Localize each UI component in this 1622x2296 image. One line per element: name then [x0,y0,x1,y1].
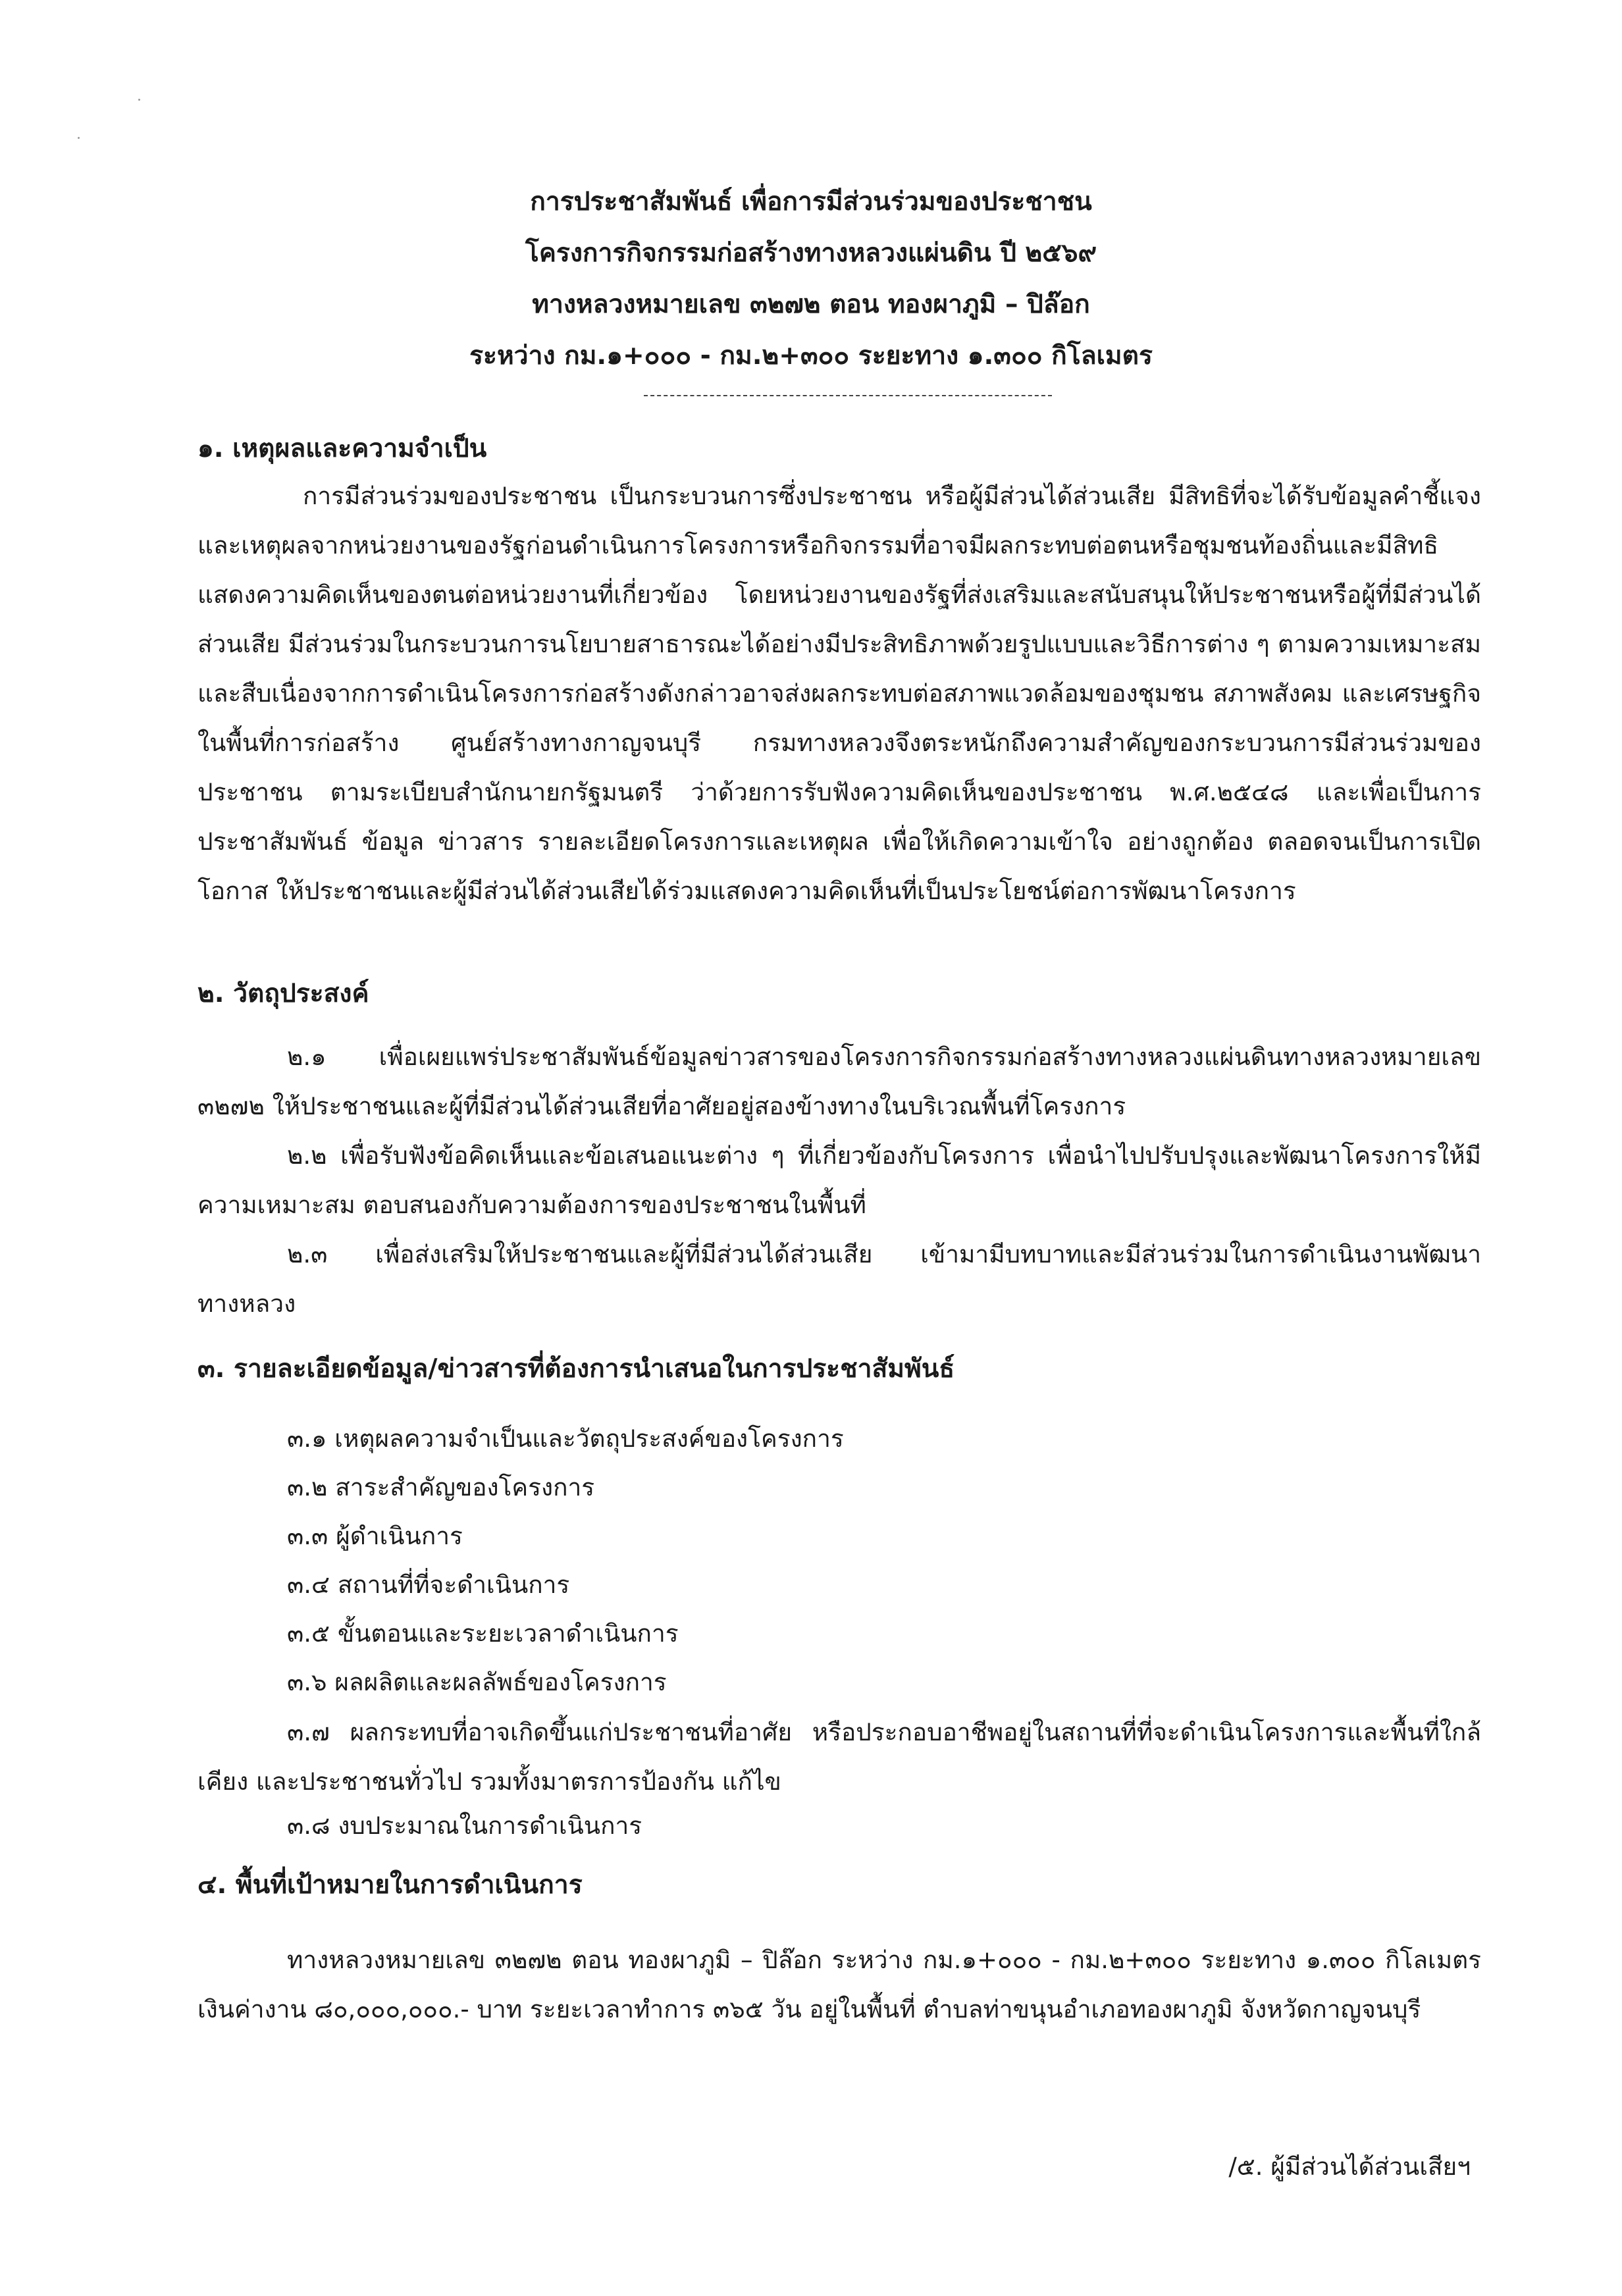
header-line-1: การประชาสัมพันธ์ เพื่อการมีส่วนร่วมของประชาชน [530,187,1092,217]
header-divider [644,395,1052,396]
header-line-2: โครงการกิจกรรมก่อสร้างทางหลวงแผ่นดิน ปี ๒๕๖๙ [525,238,1097,268]
section-1-paragraph: การมีส่วนร่วมของประชาชน เป็นกระบวนการซึ่งประชาชน หรือผู้มีส่วนได้ส่วนเสีย มีสิทธิที่จะได้รับข้อมูลคำชี้แจง และเหตุผลจากหน่วยงานของรัฐก่อนดำเนินการโครงการหรือกิจกรรมที่อาจมีผลกระทบต่อตนหรือชุมชนท้องถิ่นและมีสิทธิ แสดงความคิดเห็นของตนต่อหน่วยงานที่เกี่ยวข้อง โดยหน่วยงานของรัฐที่ส่งเสริมและสนับสนุนให้ประชาชนหรือผู้ที่มีส่วนได้ส่วนเสีย มีส่วนร่วมในกระบวนการนโยบายสาธารณะได้อย่างมีประสิทธิภาพด้วยรูปแบบและวิธีการต่าง ๆ ตามความเหมาะสม และสืบเนื่องจากการดำเนินโครงการก่อสร้างดังกล่าวอาจส่งผลกระทบต่อสภาพแวดล้อมของชุมชน สภาพสังคม และเศรษฐกิจ ในพื้นที่การก่อสร้าง ศูนย์สร้างทางกาญจนบุรี กรมทางหลวงจึงตระหนักถึงความสำคัญของกระบวนการมีส่วนร่วมของประชาชน ตามระเบียบสำนักนายกรัฐมนตรี ว่าด้วยการรับฟังความคิดเห็นของประชาชน พ.ศ.๒๕๔๘ และเพื่อเป็นการประชาสัมพันธ์ ข้อมูล ข่าวสาร รายละเอียดโครงการและเหตุผล เพื่อให้เกิดความเข้าใจ อย่างถูกต้อง ตลอดจนเป็นการเปิดโอกาส ให้ประชาชนและผู้มีส่วนได้ส่วนเสียได้ร่วมแสดงความคิดเห็นที่เป็นประโยชน์ต่อการพัฒนาโครงการ [197,482,1481,905]
scan-speck [138,99,140,101]
document-header [0,176,1622,382]
section-3-item-1: ๓.๑ เหตุผลความจำเป็นและวัตถุประสงค์ของโครงการ [287,1424,844,1453]
section-2-heading: ๒. วัตถุประสงค์ [197,979,369,1008]
section-3-item-5: ๓.๕ ขั้นตอนและระยะเวลาดำเนินการ [287,1619,679,1648]
section-3-item-2: ๓.๒ สาระสำคัญของโครงการ [287,1473,595,1501]
section-3-item-4: ๓.๔ สถานที่ที่จะดำเนินการ [287,1571,570,1599]
section-4-paragraph: ทางหลวงหมายเลข ๓๒๗๒ ตอน ทองผาภูมิ – ปิล๊อก ระหว่าง กม.๑+๐๐๐ - กม.๒+๓๐๐ ระยะทาง ๑.๓๐๐ กิโลเมตร เงินค่างาน ๘๐,๐๐๐,๐๐๐.- บาท ระยะเวลาทำการ ๓๖๕ วัน อยู่ในพื้นที่ ตำบลท่าขนุนอำเภอทองผาภูมิ จังหวัดกาญจนบุรี [197,1946,1481,2023]
header-line-3: ทางหลวงหมายเลข ๓๒๗๒ ตอน ทองผาภูมิ – ปิล๊อก [532,290,1090,319]
section-3-heading: ๓. รายละเอียดข้อมูล/ข่าวสารที่ต้องการนำเสนอในการประชาสัมพันธ์ [197,1354,955,1384]
continuation-note: /๕. ผู้มีส่วนได้ส่วนเสียฯ [1228,2152,1471,2181]
section-3-item-7: ๓.๗ ผลกระทบที่อาจเกิดขึ้นแก่ประชาชนที่อาศัย หรือประกอบอาชีพอยู่ในสถานที่ที่จะดำเนินโครงการและพื้นที่ใกล้เคียง และประชาชนทั่วไป รวมทั้งมาตรการป้องกัน แก้ไข [197,1718,1481,1796]
section-4-heading: ๔. พื้นที่เป้าหมายในการดำเนินการ [197,1870,583,1900]
section-1-heading: ๑. เหตุผลและความจำเป็น [197,434,487,463]
scan-speck [78,137,80,139]
section-3-item-8: ๓.๘ งบประมาณในการดำเนินการ [287,1812,642,1840]
section-3-item-3: ๓.๓ ผู้ดำเนินการ [287,1522,463,1550]
section-2-item-2: ๒.๒ เพื่อรับฟังข้อคิดเห็นและข้อเสนอแนะต่าง ๆ ที่เกี่ยวข้องกับโครงการ เพื่อนำไปปรับปรุงและพัฒนาโครงการให้มีความเหมาะสม ตอบสนองกับความต้องการของประชาชนในพื้นที่ [197,1141,1481,1219]
header-line-4: ระหว่าง กม.๑+๐๐๐ - กม.๒+๓๐๐ ระยะทาง ๑.๓๐๐ กิโลเมตร [469,341,1153,371]
section-2-item-3: ๒.๓ เพื่อส่งเสริมให้ประชาชนและผู้ที่มีส่วนได้ส่วนเสีย เข้ามามีบทบาทและมีส่วนร่วมในการดำเนินงานพัฒนาทางหลวง [197,1240,1481,1318]
section-3-item-6: ๓.๖ ผลผลิตและผลลัพธ์ของโครงการ [287,1668,667,1696]
section-2-item-1: ๒.๑ เพื่อเผยแพร่ประชาสัมพันธ์ข้อมูลข่าวสารของโครงการกิจกรรมก่อสร้างทางหลวงแผ่นดินทางหลวงหมายเลข ๓๒๗๒ ให้ประชาชนและผู้ที่มีส่วนได้ส่วนเสียที่อาศัยอยู่สองข้างทางในบริเวณพื้นที่โครงการ [197,1043,1481,1120]
